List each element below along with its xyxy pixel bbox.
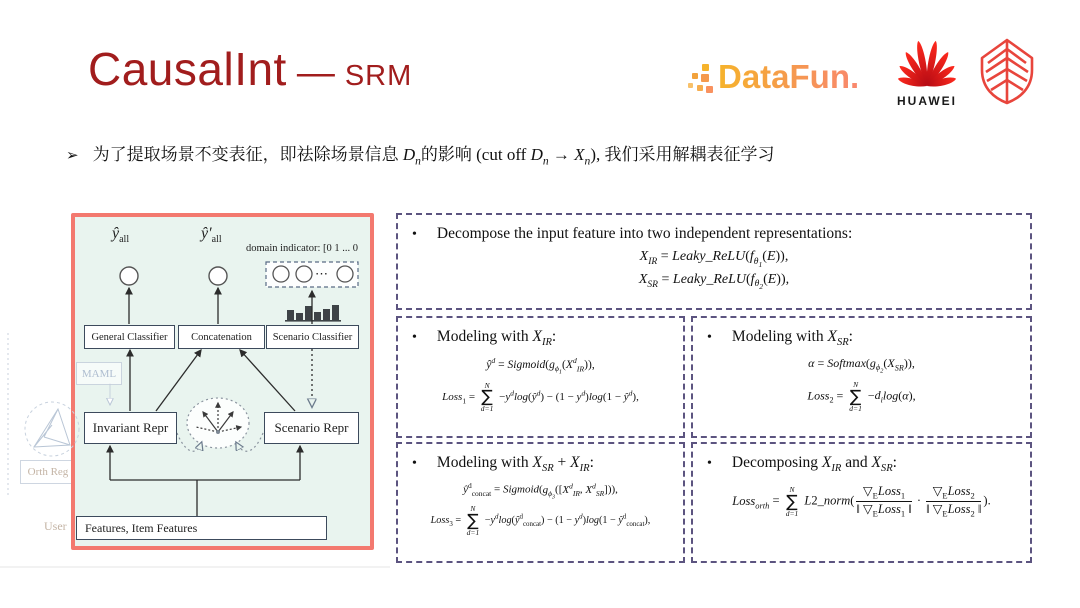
arrow-bullet-icon: ➢: [66, 146, 79, 164]
panel-modeling-xir: [396, 316, 685, 438]
bullet-dot: •: [412, 456, 417, 471]
features-label: Features, Item Features: [85, 520, 198, 535]
bullet-dot: •: [412, 227, 417, 242]
formula-loss2: Loss$_2$ = N ∑ d=1 $-d_i\log(\alpha)$,: [807, 380, 916, 413]
key-point: [66, 140, 986, 167]
concatenation-label: Concatenation: [191, 331, 252, 343]
domain-indicator-label: domain indicator: [0 1 ... 0: [246, 243, 358, 254]
panel-decomposing-title: Decomposing $X_{IR}$ and $X_{SR}$:: [731, 454, 897, 475]
scenario-classifier-box: [266, 325, 359, 349]
panel-decompose-title: Decompose the input feature into two independent representations:: [436, 225, 853, 242]
y-prime-all-label: $ŷ'_{all}$: [201, 225, 222, 246]
bullet-dot: •: [707, 456, 712, 471]
output-nodes: [120, 267, 227, 285]
datafun-squares-icon: [688, 64, 718, 98]
features-box: [76, 516, 327, 540]
invariant-repr-box: [84, 412, 177, 444]
general-classifier-box: [84, 325, 175, 349]
formula-sigmoid-xir: $ŷ^d$ = $Sigmoid(g_{\phi_1}(X^d_{IR}))$,: [486, 356, 595, 376]
formula-loss-orth: Loss$_{orth}$ = N ∑ d=1 L2_norm( $\frac{▽_ELoss_1}{‖ ▽_ELoss_1 ‖}$ · $\frac{▽_ELoss_2}{‖ ▽_ELoss_2 ‖}$ ).: [732, 484, 991, 519]
panel-decompose: [396, 213, 1032, 310]
panel-modeling-xsr: [691, 316, 1032, 438]
disentangle-ellipse: [177, 398, 263, 451]
formula-loss3: Loss$_3$ = N ∑ d=1 $-y^d\log(ŷ^d_{concat}) - (1 - y^d)\log(1$ − $ŷ^d_{concat}$),: [430, 504, 651, 538]
huawei-flower-icon: [895, 38, 959, 88]
formula-xsr: $X_{SR}$ = $Leaky\_ReLU(f_{\theta_2}(E))$,: [638, 271, 790, 292]
formula-sigmoid-concat: $ŷ^d_{concat}$ = $Sigmoid(g_{\phi_3}([X^d_{IR}$, $X^d_{SR}$])),: [463, 481, 618, 501]
flow-arrows-bottom: [110, 446, 300, 516]
huawei-wordmark: HUAWEI: [897, 94, 957, 108]
flow-arrows-top: [129, 288, 312, 324]
general-classifier-label: General Classifier: [91, 331, 168, 343]
indicator-dots: ⋯: [315, 266, 328, 281]
key-point-text: 为了提取场景不变表征，即祛除场景信息 $D_n$的影响 (cut off $D_n \to X_n$), 我们采用解耦表征学习: [92, 145, 775, 168]
faded-orth-reg-label: Orth Reg: [27, 466, 69, 478]
datafun-wordmark: DataFun.: [718, 58, 860, 95]
scenario-repr-label: Scenario Repr: [274, 420, 349, 435]
page-title: [88, 42, 412, 96]
datafun-logo: [688, 56, 878, 108]
panel-modeling-xsr-title: Modeling with $X_{SR}$:: [731, 328, 853, 349]
srm-architecture-diagram: [0, 205, 392, 577]
panel-modeling-concat-title: Modeling with $X_{SR} + X_{IR}$:: [436, 454, 594, 475]
formula-xir: $X_{IR}$ = $Leaky\_ReLU(f_{\theta_1}(E))$,: [639, 249, 789, 269]
faded-maml-box: [76, 362, 122, 385]
faded-maml-label: MAML: [81, 367, 117, 380]
panel-decomposing: [691, 442, 1032, 563]
concatenation-box: [178, 325, 265, 349]
y-all-label: $ŷ_{all}$: [112, 225, 130, 246]
formula-loss1: Loss$_1$ = N ∑ d=1 $-y^d\log(ŷ^d) - (1 - y^d)\log(1$ − $ŷ^d$),: [442, 380, 639, 414]
title-sub: SRM: [344, 60, 413, 92]
bullet-dot: •: [412, 330, 417, 345]
bullet-dot: •: [707, 330, 712, 345]
shield-logo-icon: [976, 36, 1038, 106]
histogram-icon: [285, 305, 341, 322]
scenario-classifier-label: Scenario Classifier: [272, 331, 353, 343]
title-main: CausalInt: [88, 43, 287, 95]
panel-modeling-xir-title: Modeling with $X_{IR}$:: [436, 328, 557, 349]
faded-user-text: User: [44, 519, 67, 533]
title-dash: —: [296, 52, 335, 94]
huawei-logo: [888, 38, 966, 110]
domain-indicator-box: [266, 262, 358, 287]
scenario-repr-box: [264, 412, 359, 444]
panel-modeling-concat: [396, 442, 685, 563]
invariant-repr-label: Invariant Repr: [92, 420, 169, 435]
formula-softmax-xsr: $\alpha = Softmax(g_{\phi_2}(X_{SR}))$,: [808, 356, 915, 376]
